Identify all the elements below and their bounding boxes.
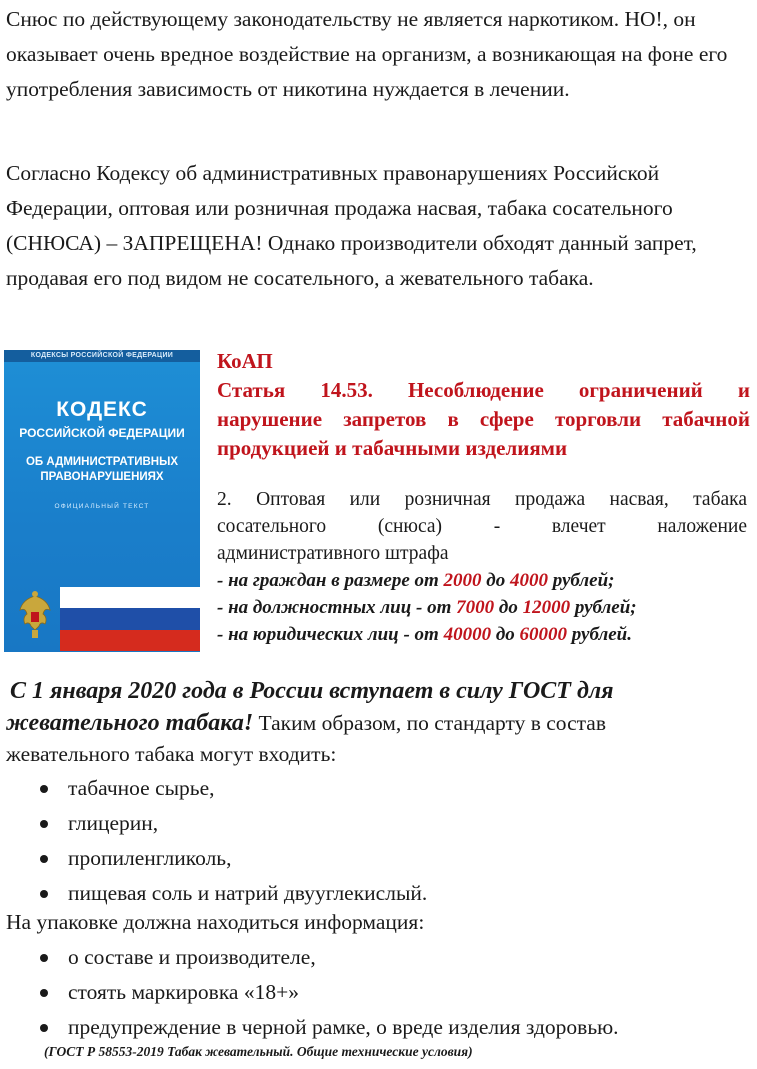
packaging-heading: На упаковке должна находиться информация:: [6, 910, 425, 934]
ingredients-list: [34, 771, 427, 911]
fine-officials: - на должностных лиц - от 7000 до 12000 рублей;: [217, 597, 637, 618]
clause-line-1: 2. Оптовая или розничная продажа насвая, табака: [217, 489, 747, 510]
article-title-line-2: нарушение запретов в сфере торговли табачной: [217, 407, 750, 431]
gost-source-note: (ГОСТ Р 58553-2019 Табак жевательный. Общие технические условия): [44, 1044, 473, 1059]
list-item: пищевая соль и натрий двууглекислый.: [34, 876, 427, 911]
gost-headline: С 1 января 2020 года в России вступает в силу ГОСТ для: [10, 678, 614, 704]
russian-flag-image: [60, 587, 200, 651]
gost-intro-line-2: жевательного табака могут входить:: [6, 742, 337, 766]
cover-top-band: КОДЕКСЫ РОССИЙСКОЙ ФЕДЕРАЦИИ: [4, 350, 200, 362]
fine-citizens: - на граждан в размере от 2000 до 4000 рублей;: [217, 570, 615, 591]
cover-line-2: ОБ АДМИНИСТРАТИВНЫХ: [25, 456, 178, 468]
clause-line-2: сосательного (снюса) - влечет наложение: [217, 516, 747, 537]
coat-of-arms-icon: [16, 590, 54, 642]
list-item: предупреждение в черной рамке, о вреде изделия здоровью.: [34, 1010, 619, 1045]
list-item: глицерин,: [34, 806, 427, 841]
cover-line-3: ПРАВОНАРУШЕНИЯХ: [40, 471, 164, 483]
clause-line-3: административного штрафа: [217, 543, 449, 564]
list-item: стоять маркировка «18+»: [34, 975, 619, 1010]
packaging-list: [34, 940, 619, 1045]
list-item: пропиленгликоль,: [34, 841, 427, 876]
fine-legal-entities: - на юридических лиц - от 40000 до 60000 рублей.: [217, 624, 632, 645]
cover-title: КОДЕКС: [56, 398, 148, 421]
intro-paragraph-1: Снюс по действующему законодательству не является наркотиком. НО!, он оказывает очень вредное воздействие на организм, а возникающая на фоне его употребления зависимость от никотина нуждается в лечении.: [6, 7, 728, 101]
cover-line-1: РОССИЙСКОЙ ФЕДЕРАЦИИ: [19, 426, 185, 440]
article-title-line-1: Статья 14.53. Несоблюдение ограничений и: [217, 378, 750, 402]
article-title-line-3: продукцией и табачными изделиями: [217, 436, 568, 460]
gost-intro-line: жевательного табака! Таким образом, по стандарту в состав: [6, 710, 606, 736]
intro-paragraph-2: Согласно Кодексу об административных правонарушениях Российской Федерации, оптовая или розничная продажа насвая, табака сосательного (СНЮСА) – ЗАПРЕЩЕНА! Однако производители обходят данный запрет, продавая его под видом не сосательного, а жевательного табака.: [6, 161, 697, 290]
list-item: табачное сырье,: [34, 771, 427, 806]
list-item: о составе и производителе,: [34, 940, 619, 975]
cover-subtitle: ОФИЦИАЛЬНЫЙ ТЕКСТ: [54, 503, 150, 510]
koap-heading: КоАП: [217, 349, 273, 373]
